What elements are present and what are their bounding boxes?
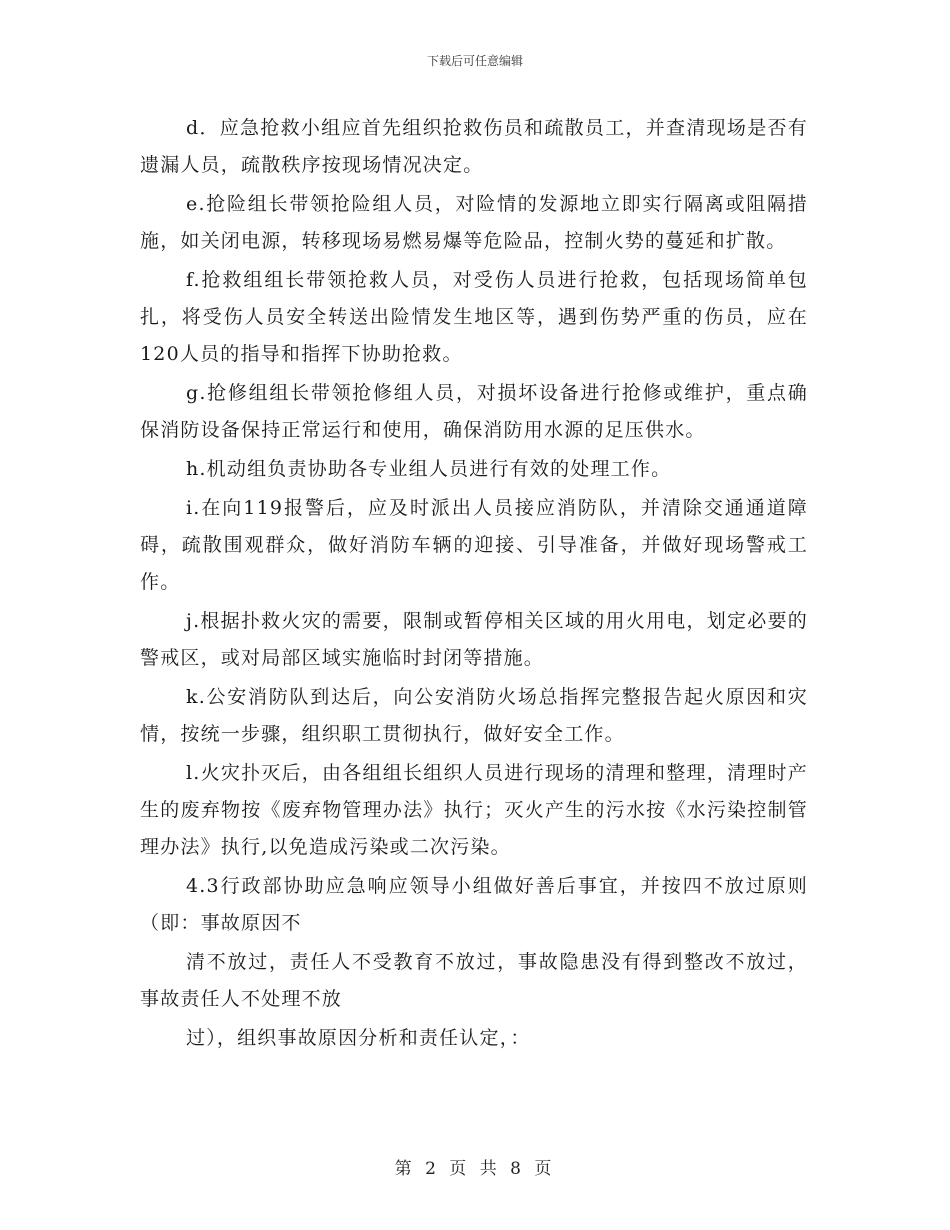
page-header: 下载后可任意编辑 xyxy=(426,54,523,68)
page-footer: 第 2 页 共 8 页 xyxy=(394,1159,556,1179)
paragraph-j: j.根据扑救火灾的需要，限制或暂停相关区域的用火用电，划定必要的警戒区，或对局部区域实施临时封闭等措施。 xyxy=(140,610,808,669)
paragraph-k: k.公安消防队到达后，向公安消防火场总指挥完整报告起火原因和灾情，按统一步骤，组织职工贯彻执行，做好安全工作。 xyxy=(140,686,808,745)
document-body xyxy=(140,110,808,1057)
paragraph-d: d．应急抢救小组应首先组织抢救伤员和疏散员工，并查清现场是否有遗漏人员，疏散秩序按现场情况决定。 xyxy=(140,117,808,176)
paragraph-4-3: 4.3行政部协助应急响应领导小组做好善后事宜，并按四不放过原则（即：事故原因不 xyxy=(140,875,808,934)
paragraph-g: g.抢修组组长带领抢修组人员，对损坏设备进行抢修或维护，重点确保消防设备保持正常运行和使用，确保消防用水源的足压供水。 xyxy=(140,382,808,441)
paragraph-f: f.抢救组组长带领抢救人员，对受伤人员进行抢救，包括现场简单包扎，将受伤人员安全转送出险情发生地区等，遇到伤势严重的伤员，应在120人员的指导和指挥下协助抢救。 xyxy=(140,269,808,365)
paragraph-4-3-continued: 清不放过，责任人不受教育不放过，事故隐患没有得到整改不放过，事故责任人不处理不放 xyxy=(140,951,808,1010)
paragraph-4-3-end: 过），组织事故原因分析和责任认定，： xyxy=(186,1027,531,1049)
paragraph-h: h.机动组负责协助各专业组人员进行有效的处理工作。 xyxy=(186,458,672,480)
paragraph-e: e.抢险组长带领抢险组人员，对险情的发源地立即实行隔离或阻隔措施，如关闭电源，转移现场易燃易爆等危险品，控制火势的蔓延和扩散。 xyxy=(140,193,808,252)
paragraph-i: i.在向119报警后，应及时派出人员接应消防队，并清除交通通道障碍，疏散围观群众，做好消防车辆的迎接、引导准备，并做好现场警戒工作。 xyxy=(140,497,808,593)
paragraph-l: l.火灾扑灭后，由各组组长组织人员进行现场的清理和整理，清理时产生的废弃物按《废弃物管理办法》执行；灭火产生的污水按《水污染控制管理办法》执行,以免造成污染或二次污染。 xyxy=(140,762,808,858)
